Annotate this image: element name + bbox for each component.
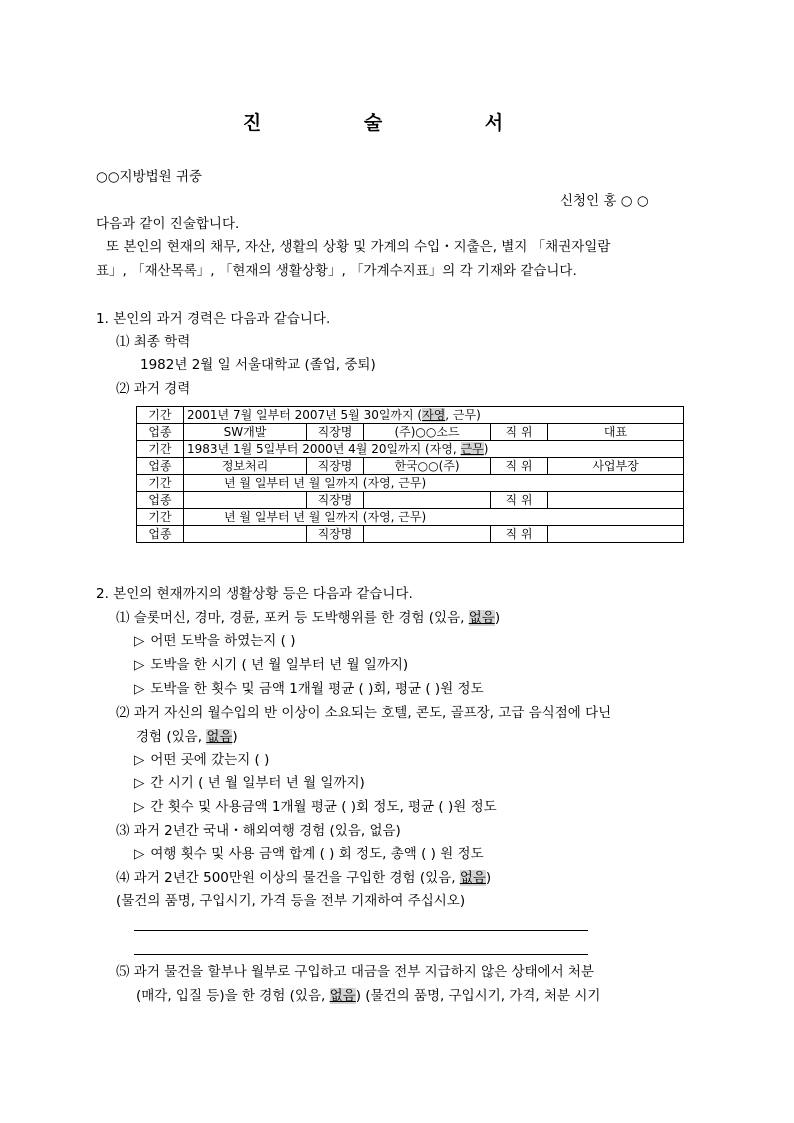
q2-item-a [134,751,269,769]
company-label: 직장명 [307,458,364,475]
selected-employed: 근무 [460,442,484,456]
q3-item-a [134,845,484,863]
q2-line1: ⑵ 과거 자신의 월수입의 반 이상이 소요되는 호텔, 콘도, 골프장, 고급 음식점에 다닌 [116,705,612,721]
period-cell [184,441,684,458]
job-label: 업종 [137,492,184,509]
q5-text: (매각, 입질 등)을 한 경험 (있음, [136,988,330,1004]
job-value [184,526,307,543]
position-label: 직 위 [491,526,548,543]
q1-item-c [134,680,484,698]
q4-purchase [116,869,491,887]
period-text: 2001년 7월 일부터 2007년 5월 30일까지 ( [187,408,423,422]
job-label: 업종 [137,424,184,441]
q1-text-end: ) [494,610,501,626]
q1-a-text: 어떤 도박을 하였는지 ( ) [150,633,296,649]
q4-text: ⑷ 과거 2년간 500만원 이상의 물건을 구입한 경험 (있음, [116,870,460,886]
q2-a-text: 어떤 곳에 갔는지 ( ) [150,752,270,768]
q2-text-end: ) [232,729,238,745]
position-value [548,526,684,543]
job-value: 정보처리 [184,458,307,475]
q2-text: 경험 (있음, [136,729,207,745]
table-row [137,509,684,526]
period-cell [184,407,684,424]
career-table [136,406,684,543]
section2-heading: 2. 본인의 현재까지의 생활상황 등은 다음과 같습니다. [96,586,413,602]
q5-selected-answer: 없음 [329,988,356,1004]
q2-item-c [134,798,497,816]
q2-line2 [136,728,238,746]
table-row [137,458,684,475]
job-label: 업종 [137,526,184,543]
company-label: 직장명 [307,526,364,543]
q5-line1: ⑸ 과거 물건을 할부나 월부로 구입하고 대금을 전부 지급하지 않은 상태에서 처분 [116,964,595,980]
q2-b-text: 간 시기 ( 년 월 일부터 년 월 일까지) [150,775,365,791]
period-cell: 년 월 일부터 년 월 일까지 (자영, 근무) [184,475,684,492]
period-label: 기간 [137,441,184,458]
applicant-name: 신청인 홍 ○ ○ [560,193,649,209]
intro-body-line2: 표」, 「재산목록」, 「현재의 생활상황」, 「가계수지표」의 각 기재와 같습니다. [96,263,577,279]
position-label: 직 위 [491,458,548,475]
period-label: 기간 [137,509,184,526]
education-value: 1982년 2월 일 서울대학교 (졸업, 중퇴) [140,357,376,373]
q1-c-text: 도박을 한 횟수 및 금액 1개월 평균 ( )회, 평균 ( )원 정도 [150,681,484,697]
arrow-icon: ▷ [134,657,145,673]
q1-gambling [116,609,500,627]
period-cell: 년 월 일부터 년 월 일까지 (자영, 근무) [184,509,684,526]
company-value: 한국○○(주) [364,458,491,475]
selected-self-employed: 자영 [422,408,446,422]
period-label: 기간 [137,475,184,492]
period-label: 기간 [137,407,184,424]
q4-selected-answer: 없음 [459,870,486,886]
company-label: 직장명 [307,424,364,441]
section1-heading: 1. 본인의 과거 경력은 다음과 같습니다. [96,311,331,327]
q2-selected-answer: 없음 [206,729,233,745]
answer-line [134,930,588,931]
company-value [364,526,491,543]
table-row [137,441,684,458]
arrow-icon: ▷ [134,846,145,862]
job-value: SW개발 [184,424,307,441]
arrow-icon: ▷ [134,752,145,768]
q2-item-b [134,774,365,792]
period-text-end: , 근무) [445,408,481,422]
q5-text-end: ) (물건의 품명, 구입시기, 가격, 처분 시기 [355,988,601,1004]
answer-line [134,954,588,955]
q1-b-text: 도박을 한 시기 ( 년 월 일부터 년 월 일까지) [150,657,409,673]
q1-text: ⑴ 슬롯머신, 경마, 경륜, 포커 등 도박행위를 한 경험 (있음, [116,610,469,626]
q4-text-end: ) [485,870,492,886]
q1-item-a [134,632,295,650]
arrow-icon: ▷ [134,633,145,649]
position-value: 사업부장 [548,458,684,475]
table-row [137,475,684,492]
court-addressee: ○○지방법원 귀중 [96,169,203,185]
intro-statement: 다음과 같이 진술합니다. [96,216,240,232]
arrow-icon: ▷ [134,775,145,791]
q3-travel: ⑶ 과거 2년간 국내・해외여행 경험 (있음, 없음) [116,823,401,839]
education-label: ⑴ 최종 학력 [116,334,191,350]
q5-line2 [136,987,600,1005]
page-title: 진 술 서 [242,112,552,134]
q2-c-text: 간 횟수 및 사용금액 1개월 평균 ( )회 정도, 평균 ( )원 정도 [150,799,497,815]
period-text: 1983년 1월 5일부터 2000년 4월 20일까지 (자영, [187,442,461,456]
position-label: 직 위 [491,492,548,509]
table-row [137,526,684,543]
position-value: 대표 [548,424,684,441]
position-value [548,492,684,509]
q1-item-b [134,656,408,674]
arrow-icon: ▷ [134,799,145,815]
intro-body-line1: 또 본인의 현재의 채무, 자산, 생활의 상황 및 가계의 수입・지출은, 별지 「채권자일람 [106,239,611,255]
company-value: (주)○○소드 [364,424,491,441]
table-row [137,424,684,441]
company-label: 직장명 [307,492,364,509]
q1-selected-answer: 없음 [468,610,495,626]
job-label: 업종 [137,458,184,475]
company-value [364,492,491,509]
q3-a-text: 여행 횟수 및 사용 금액 합계 ( ) 회 정도, 총액 ( ) 원 정도 [150,846,484,862]
career-label: ⑵ 과거 경력 [116,381,191,397]
table-row [137,492,684,509]
q4-note: (물건의 품명, 구입시기, 가격 등을 전부 기재하여 주십시오) [116,893,466,909]
arrow-icon: ▷ [134,681,145,697]
period-text-end: ) [483,442,489,456]
job-value [184,492,307,509]
table-row [137,407,684,424]
position-label: 직 위 [491,424,548,441]
